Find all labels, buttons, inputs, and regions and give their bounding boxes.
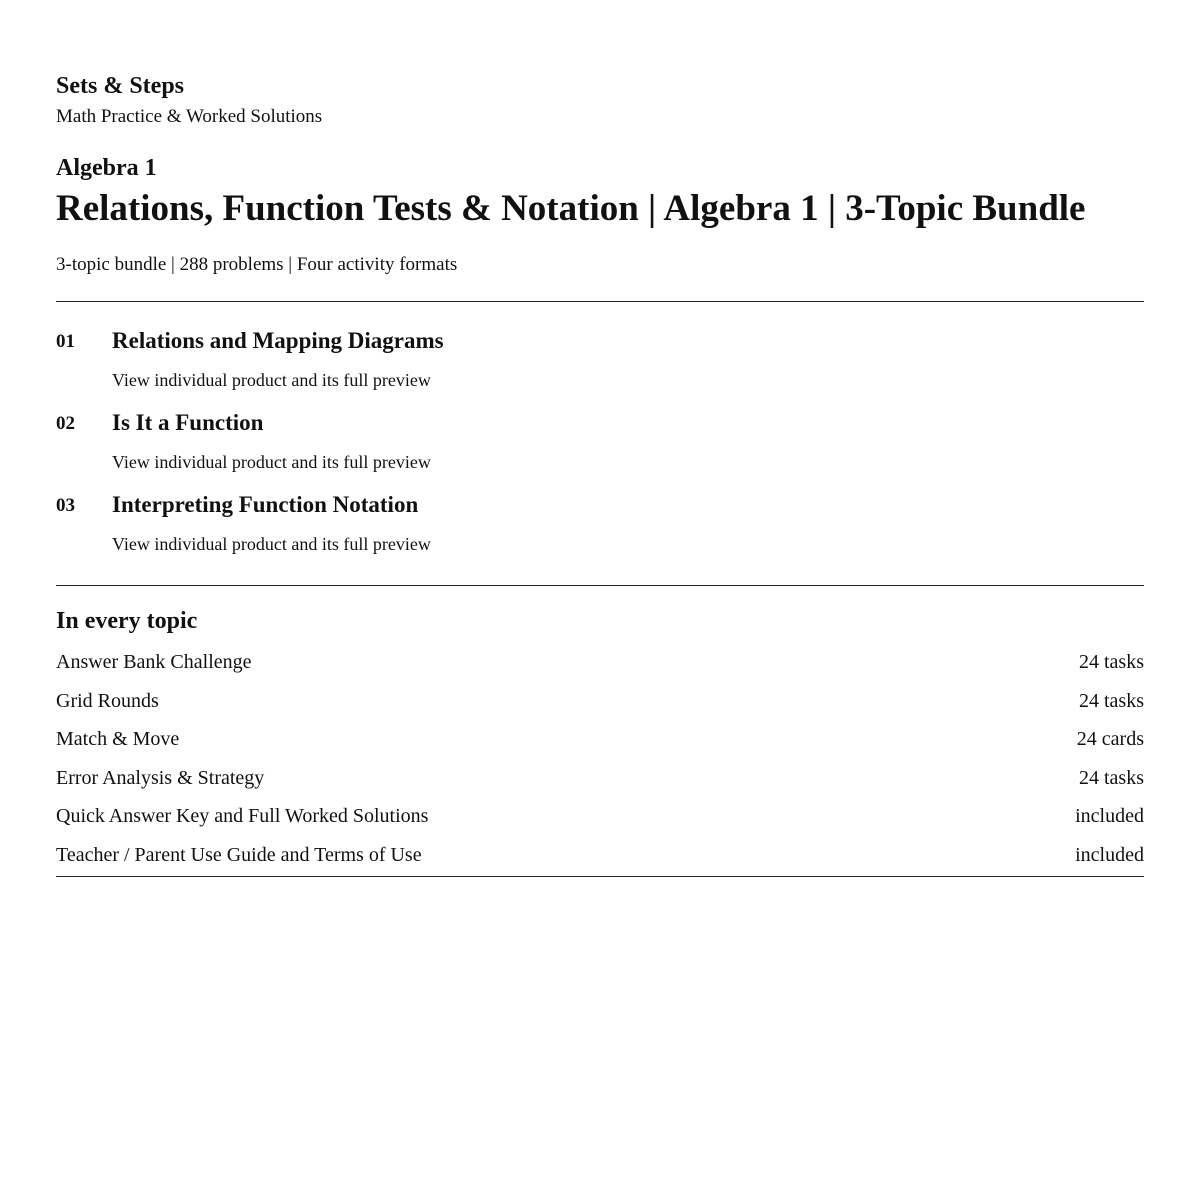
divider — [56, 876, 1144, 877]
feature-value: 24 tasks — [1079, 689, 1144, 712]
feature-value: 24 tasks — [1079, 651, 1144, 673]
brand-name: Sets & Steps — [56, 73, 185, 99]
divider — [56, 585, 1144, 586]
topic-item — [56, 326, 1144, 392]
feature-value: included — [1075, 805, 1144, 828]
feature-label: Match & Move — [56, 728, 180, 751]
bundle-summary: 3-topic bundle | 288 problems | Four activity formats — [56, 254, 458, 275]
feature-row — [56, 797, 1144, 836]
bundle-page — [56, 70, 1144, 877]
topic-number: 02 — [56, 413, 75, 434]
topic-title: Interpreting Function Notation — [112, 492, 419, 517]
topic-number: 03 — [56, 495, 75, 516]
feature-label: Grid Rounds — [56, 689, 159, 712]
feature-value: 24 tasks — [1079, 766, 1144, 789]
topic-list — [56, 326, 1144, 556]
divider — [56, 301, 1144, 302]
feature-list — [56, 643, 1144, 875]
feature-label: Teacher / Parent Use Guide and Terms of Use — [56, 843, 422, 866]
feature-value: 24 cards — [1076, 728, 1144, 751]
feature-label: Error Analysis & Strategy — [56, 766, 265, 789]
feature-row — [56, 682, 1144, 721]
view-product-link[interactable]: View individual product and its full preview — [112, 370, 431, 390]
topic-item — [56, 490, 1144, 556]
topic-item — [56, 408, 1144, 474]
feature-row — [56, 836, 1144, 875]
topic-number: 01 — [56, 331, 75, 352]
view-product-link[interactable]: View individual product and its full preview — [112, 534, 431, 554]
brand-tagline: Math Practice & Worked Solutions — [56, 106, 323, 127]
feature-label: Answer Bank Challenge — [56, 651, 252, 673]
page-title: Relations, Function Tests & Notation | Algebra 1 | 3-Topic Bundle — [56, 188, 1086, 229]
feature-row — [56, 759, 1144, 798]
feature-value: included — [1075, 843, 1144, 866]
topic-title: Is It a Function — [112, 410, 264, 435]
view-product-link[interactable]: View individual product and its full preview — [112, 452, 431, 472]
feature-row — [56, 643, 1144, 682]
topic-title: Relations and Mapping Diagrams — [112, 328, 444, 353]
course-label: Algebra 1 — [56, 155, 157, 181]
feature-label: Quick Answer Key and Full Worked Solutions — [56, 805, 429, 828]
every-topic-heading: In every topic — [56, 608, 198, 634]
feature-row — [56, 720, 1144, 759]
